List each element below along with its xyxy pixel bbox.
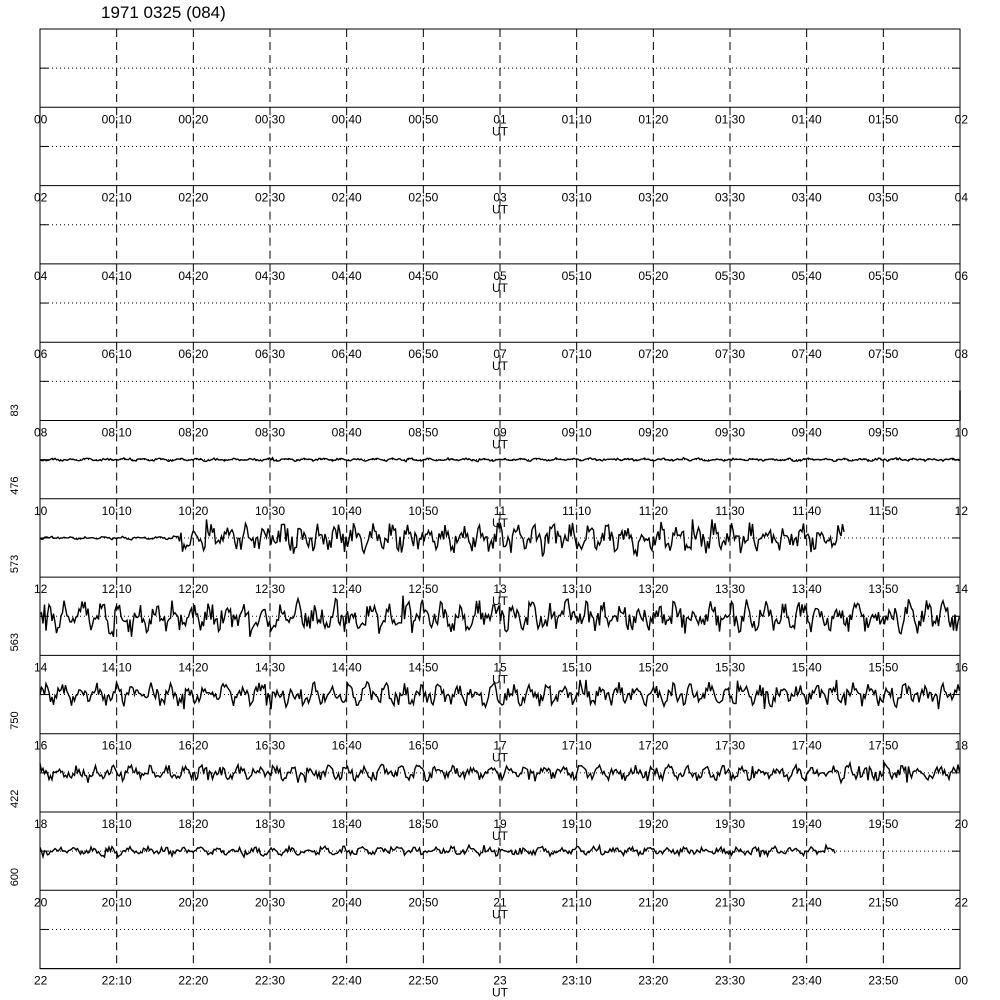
tick-label: 23 xyxy=(493,973,507,988)
tick-label: 08:50 xyxy=(408,425,439,440)
tick-label: 18:40 xyxy=(331,817,362,831)
axis-unit-label: UT xyxy=(492,202,508,217)
tick-label: 15:10 xyxy=(561,660,592,675)
chart-title: 1971 0325 (084) xyxy=(101,3,226,22)
tick-label: 20:30 xyxy=(254,895,286,910)
tick-label: 12 xyxy=(954,503,968,518)
tick-label: 12:10 xyxy=(101,582,132,597)
tick-label: 17:30 xyxy=(714,738,746,753)
tick-label: 07:20 xyxy=(638,347,669,362)
tick-label: 02:30 xyxy=(254,190,286,205)
tick-label: 16:40 xyxy=(331,738,362,753)
tick-label: 16:30 xyxy=(254,738,286,753)
tick-label: 10:40 xyxy=(331,503,362,518)
tick-label: 02 xyxy=(954,112,968,127)
tick-label: 23:10 xyxy=(561,973,592,988)
tick-label: 07 xyxy=(493,347,507,362)
tick-label: 18:20 xyxy=(178,817,209,831)
tick-label: 14:10 xyxy=(101,660,132,675)
tick-label: 17:10 xyxy=(561,738,592,753)
tick-label: 12:20 xyxy=(178,582,209,597)
tick-label: 22:10 xyxy=(101,973,132,988)
tick-label: 06:40 xyxy=(331,347,362,362)
tick-label: 21:20 xyxy=(638,895,669,910)
tick-label: 23:30 xyxy=(714,973,746,988)
amplitude-scale: 83 xyxy=(9,404,21,417)
tick-label: 22:40 xyxy=(331,973,362,988)
tick-label: 08:10 xyxy=(101,425,132,440)
tick-label: 01:50 xyxy=(868,112,899,127)
tick-label: 06 xyxy=(954,268,968,283)
tick-label: 03:20 xyxy=(638,190,669,205)
tick-label: 04:40 xyxy=(331,268,362,283)
tick-label: 13 xyxy=(493,582,507,597)
tick-label: 17:40 xyxy=(791,738,822,753)
tick-label: 08:20 xyxy=(178,425,209,440)
tick-label: 23:40 xyxy=(791,973,822,988)
tick-label: 16:20 xyxy=(178,738,209,753)
tick-label: 15 xyxy=(493,660,507,675)
tick-label: 20 xyxy=(34,895,48,910)
tick-label: 15:40 xyxy=(791,660,822,675)
tick-label: 18:50 xyxy=(408,817,439,831)
tick-label: 09:50 xyxy=(868,425,899,440)
axis-unit-label: UT xyxy=(492,515,508,530)
tick-label: 14:20 xyxy=(178,660,209,675)
tick-label: 11:20 xyxy=(638,503,668,518)
tick-label: 02 xyxy=(34,190,48,205)
tick-label: 00 xyxy=(954,973,968,988)
tick-label: 08 xyxy=(954,347,968,362)
tick-label: 02:10 xyxy=(101,190,132,205)
tick-label: 12:30 xyxy=(254,582,286,597)
tick-label: 00 xyxy=(34,112,48,127)
tick-label: 15:50 xyxy=(868,660,899,675)
axis-unit-label: UT xyxy=(492,750,508,765)
tick-label: 07:10 xyxy=(561,347,592,362)
tick-label: 04:50 xyxy=(408,268,439,283)
tick-label: 03:10 xyxy=(561,190,592,205)
tick-label: 21:40 xyxy=(791,895,822,910)
axis-unit-label: UT xyxy=(492,124,508,139)
tick-label: 09:40 xyxy=(791,425,822,440)
tick-label: 20:40 xyxy=(331,895,362,910)
tick-label: 12:40 xyxy=(331,582,362,597)
tick-label: 06:10 xyxy=(101,347,132,362)
tick-label: 13:20 xyxy=(638,582,669,597)
tick-label: 13:50 xyxy=(868,582,899,597)
tick-label: 07:40 xyxy=(791,347,822,362)
tick-label: 23:50 xyxy=(868,973,899,988)
tick-label: 23:20 xyxy=(638,973,669,988)
tick-label: 18:30 xyxy=(254,817,286,831)
tick-label: 22 xyxy=(954,895,968,910)
tick-label: 00:10 xyxy=(101,112,132,127)
tick-label: 04:30 xyxy=(254,268,286,283)
tick-label: 19:30 xyxy=(714,817,746,831)
tick-label: 19:20 xyxy=(638,817,669,831)
axis-unit-label: UT xyxy=(492,359,508,374)
amplitude-scale: 563 xyxy=(9,633,21,652)
tick-label: 11 xyxy=(493,503,507,518)
tick-label: 03 xyxy=(493,190,507,205)
tick-label: 21:50 xyxy=(868,895,899,910)
tick-label: 02:20 xyxy=(178,190,209,205)
tick-label: 19 xyxy=(493,817,507,831)
tick-label: 01:20 xyxy=(638,112,669,127)
tick-label: 21:10 xyxy=(561,895,592,910)
tick-label: 07:50 xyxy=(868,347,899,362)
tick-label: 10:10 xyxy=(101,503,132,518)
tick-label: 16:50 xyxy=(408,738,439,753)
strip-7 xyxy=(9,577,968,686)
tick-label: 20:50 xyxy=(408,895,439,910)
amplitude-scale: 573 xyxy=(9,554,21,574)
tick-label: 17:20 xyxy=(638,738,669,753)
tick-label: 10:20 xyxy=(178,503,209,518)
strip-8 xyxy=(9,655,968,764)
tick-label: 04 xyxy=(954,190,968,205)
tick-label: 02:50 xyxy=(408,190,439,205)
tick-label: 18 xyxy=(34,817,48,831)
tick-label: 20 xyxy=(954,817,968,831)
tick-label: 15:30 xyxy=(714,660,746,675)
strip-5 xyxy=(9,421,968,530)
tick-label: 05:40 xyxy=(791,268,822,283)
tick-label: 04:20 xyxy=(178,268,209,283)
strip-container xyxy=(9,29,968,1000)
tick-label: 09:20 xyxy=(638,425,669,440)
tick-label: 09:30 xyxy=(714,425,746,440)
tick-label: 09 xyxy=(493,425,507,440)
tick-label: 12:50 xyxy=(408,582,439,597)
tick-label: 06:30 xyxy=(254,347,286,362)
tick-label: 13:40 xyxy=(791,582,822,597)
axis-unit-label: UT xyxy=(492,437,508,452)
tick-label: 20:20 xyxy=(178,895,209,910)
tick-label: 17 xyxy=(493,738,507,753)
tick-label: 12 xyxy=(34,582,48,597)
tick-label: 06:20 xyxy=(178,347,209,362)
axis-unit-label: UT xyxy=(492,594,508,609)
amplitude-scale: 476 xyxy=(9,476,21,495)
tick-label: 10 xyxy=(34,503,48,518)
strip-4 xyxy=(9,342,968,451)
tick-label: 11:40 xyxy=(792,503,822,518)
amplitude-scale: 600 xyxy=(9,867,21,887)
tick-label: 13:10 xyxy=(561,582,592,597)
tick-label: 01 xyxy=(493,112,507,127)
tick-label: 00:30 xyxy=(254,112,286,127)
tick-label: 10:50 xyxy=(408,503,439,518)
axis-unit-label: UT xyxy=(492,672,508,687)
tick-label: 22:20 xyxy=(178,973,209,988)
tick-label: 21 xyxy=(493,895,507,910)
tick-label: 05:10 xyxy=(561,268,592,283)
tick-label: 05:20 xyxy=(638,268,669,283)
tick-label: 00:40 xyxy=(331,112,362,127)
tick-label: 03:30 xyxy=(714,190,746,205)
tick-label: 19:50 xyxy=(868,817,899,831)
strip-10 xyxy=(9,812,968,921)
tick-label: 14 xyxy=(34,660,48,675)
tick-label: 13:30 xyxy=(714,582,746,597)
tick-label: 09:10 xyxy=(561,425,592,440)
tick-label: 06:50 xyxy=(408,347,439,362)
tick-label: 15:20 xyxy=(638,660,669,675)
tick-label: 20:10 xyxy=(101,895,132,910)
tick-label: 16 xyxy=(34,738,48,753)
tick-label: 16:10 xyxy=(101,738,132,753)
tick-label: 10 xyxy=(954,425,968,440)
tick-label: 11:50 xyxy=(868,503,898,518)
tick-label: 07:30 xyxy=(714,347,746,362)
axis-unit-label: UT xyxy=(492,985,508,1000)
waveform-trace xyxy=(40,845,835,857)
tick-label: 18:10 xyxy=(101,817,132,831)
tick-label: 01:10 xyxy=(561,112,592,127)
tick-label: 08 xyxy=(34,425,48,440)
tick-label: 14 xyxy=(954,582,968,597)
tick-label: 03:50 xyxy=(868,190,899,205)
tick-label: 01:40 xyxy=(791,112,822,127)
tick-label: 21:30 xyxy=(714,895,746,910)
tick-label: 22 xyxy=(34,973,48,988)
strip-9 xyxy=(9,734,968,843)
tick-label: 16 xyxy=(954,660,968,675)
axis-unit-label: UT xyxy=(492,907,508,922)
tick-label: 05 xyxy=(493,268,507,283)
tick-label: 17:50 xyxy=(868,738,899,753)
tick-label: 05:50 xyxy=(868,268,899,283)
tick-label: 04:10 xyxy=(101,268,132,283)
amplitude-scale: 422 xyxy=(9,789,21,808)
axis-unit-label: UT xyxy=(492,280,508,295)
tick-label: 01:30 xyxy=(714,112,746,127)
tick-label: 08:30 xyxy=(254,425,286,440)
tick-label: 14:50 xyxy=(408,660,439,675)
strip-6 xyxy=(9,499,968,608)
tick-label: 00:50 xyxy=(408,112,439,127)
tick-label: 19:10 xyxy=(561,817,592,831)
tick-label: 05:30 xyxy=(714,268,746,283)
tick-label: 22:30 xyxy=(254,973,286,988)
tick-label: 02:40 xyxy=(331,190,362,205)
tick-label: 11:10 xyxy=(562,503,592,518)
tick-label: 10:30 xyxy=(254,503,286,518)
tick-label: 19:40 xyxy=(791,817,822,831)
tick-label: 03:40 xyxy=(791,190,822,205)
strip-0 xyxy=(34,29,968,138)
tick-label: 04 xyxy=(34,268,48,283)
tick-label: 00:20 xyxy=(178,112,209,127)
tick-label: 14:40 xyxy=(331,660,362,675)
tick-label: 08:40 xyxy=(331,425,362,440)
tick-label: 14:30 xyxy=(254,660,286,675)
axis-unit-label: UT xyxy=(492,829,508,843)
tick-label: 18 xyxy=(954,738,968,753)
tick-label: 22:50 xyxy=(408,973,439,988)
amplitude-scale: 750 xyxy=(9,711,21,730)
tick-label: 06 xyxy=(34,347,48,362)
tick-label: 11:30 xyxy=(715,503,745,518)
